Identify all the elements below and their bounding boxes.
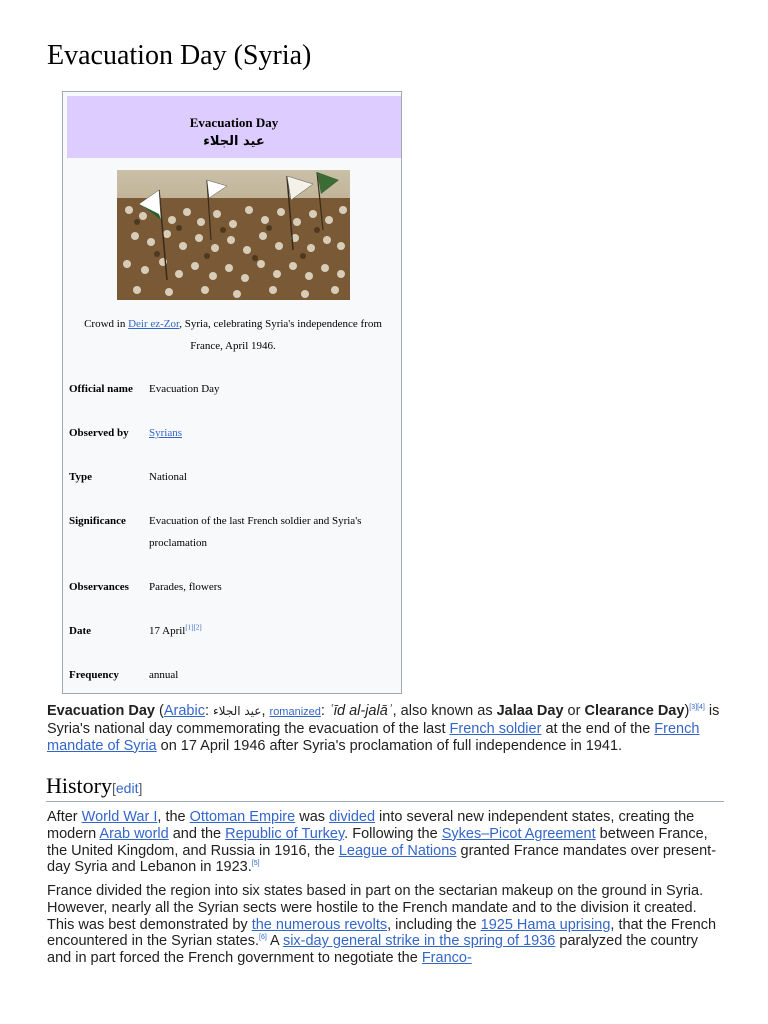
row-value: annual: [149, 669, 179, 681]
row-label: Date: [69, 625, 91, 637]
row-label: Observances: [69, 581, 129, 593]
citation-ref[interactable]: [3][4]: [689, 704, 705, 712]
row-value: 17 April: [149, 625, 186, 637]
citation-ref[interactable]: [5]: [251, 860, 260, 868]
infobox-caption: [71, 313, 395, 357]
row-label: Observed by: [69, 427, 129, 439]
infobox-arabic-name: عيد الجلاء: [203, 134, 265, 149]
text: on 17 April 1946 after Syria's proclamation of full independence in 1941.: [156, 737, 623, 754]
link-numerous-revolts[interactable]: the numerous revolts: [251, 916, 388, 933]
infobox-image[interactable]: [117, 170, 350, 300]
row-value: Evacuation Day: [149, 383, 220, 395]
text: . Following the: [344, 825, 442, 842]
link-syrians[interactable]: Syrians: [149, 427, 182, 439]
link-french-mandate[interactable]: French mandate of Syria: [47, 720, 700, 754]
lead-bold-title: Evacuation Day: [47, 703, 155, 719]
history-paragraph-2: [47, 883, 723, 967]
text: France divided the region into six states based in part on the sectarian makeup on the ground in Syria. However, nearly all the Syrian sects were hostile to the French mandate and to the division it created. This was best demonstrated by: [47, 883, 704, 933]
text: A: [266, 933, 283, 950]
lead-bold-clearance: Clearance Day: [584, 703, 685, 719]
text: (: [155, 703, 164, 719]
citation-ref[interactable]: [6]: [259, 934, 267, 942]
infobox-header: [67, 96, 401, 158]
infobox-name: Evacuation Day: [189, 115, 279, 130]
arabic-text: عيد الجلاء: [213, 704, 262, 718]
text: ): [684, 703, 690, 719]
link-1925-hama-uprising[interactable]: 1925 Hama uprising: [480, 916, 611, 933]
section-heading-history: [46, 773, 724, 802]
infobox: [62, 91, 402, 694]
link-league-of-nations[interactable]: League of Nations: [338, 842, 457, 859]
text: between France, the United Kingdom, and Russia in 1916, the: [47, 825, 708, 859]
crowd-photo: [117, 170, 350, 300]
text: and the: [168, 825, 226, 842]
edit-bracket: [: [112, 780, 116, 796]
link-deir-ez-zor[interactable]: Deir ez-Zor: [128, 318, 180, 330]
text: into several new independent states, creating the modern: [47, 809, 695, 842]
row-value: National: [149, 471, 187, 483]
text: , that the French encountered in the Syrian states.: [47, 916, 717, 950]
text: or: [563, 703, 585, 719]
text: paralyzed the country and in part forced the French government to negotiate the: [47, 933, 699, 967]
link-franco-syrian-treaty[interactable]: Franco-: [421, 950, 472, 967]
link-republic-of-turkey[interactable]: Republic of Turkey: [225, 825, 345, 842]
caption-text: , Syria, celebrating Syria's independence from France, April 1946.: [179, 318, 382, 352]
text: :: [204, 703, 214, 719]
row-label: Frequency: [69, 669, 119, 681]
text: :: [320, 703, 329, 719]
link-ottoman-empire[interactable]: Ottoman Empire: [189, 809, 296, 825]
row-label: Significance: [69, 515, 126, 527]
link-world-war-i[interactable]: World War I: [81, 809, 158, 825]
page-title: Evacuation Day (Syria): [47, 40, 312, 71]
edit-link[interactable]: edit: [115, 780, 139, 796]
row-label: Type: [69, 471, 93, 483]
citation-ref[interactable]: [1][2]: [185, 623, 202, 632]
row-label: Official name: [69, 383, 133, 395]
text: , including the: [387, 916, 481, 933]
text: ,: [261, 703, 270, 719]
link-french-soldier[interactable]: French soldier: [449, 720, 542, 737]
romanized-text: ʿīd al-jalāʾ: [328, 703, 393, 719]
link-romanized[interactable]: romanized: [269, 706, 321, 718]
row-value: Parades, flowers: [149, 581, 222, 593]
link-divided[interactable]: divided: [329, 809, 376, 825]
text: at the end of the: [541, 720, 655, 737]
history-paragraph-1: [47, 809, 723, 876]
link-arab-world[interactable]: Arab world: [99, 825, 169, 842]
link-arabic[interactable]: Arabic: [163, 703, 205, 719]
link-sykes-picot[interactable]: Sykes–Picot Agreement: [441, 825, 596, 842]
section-title: History: [46, 773, 112, 798]
lead-paragraph: [47, 703, 723, 754]
text: is Syria's national day commemorating the evacuation of the last: [47, 703, 720, 737]
text: was: [295, 809, 330, 825]
text: , the: [157, 809, 190, 825]
row-value: Evacuation of the last French soldier and Syria's proclamation: [149, 515, 362, 549]
caption-text: Crowd in: [84, 318, 129, 330]
link-general-strike-1936[interactable]: six-day general strike in the spring of 1936: [282, 933, 556, 950]
text: After: [47, 809, 82, 825]
edit-bracket: ]: [138, 780, 143, 796]
text: , also known as: [392, 703, 497, 719]
text: granted France mandates over present-day Syria and Lebanon in 1923.: [47, 842, 717, 876]
lead-bold-jalaa: Jalaa Day: [496, 703, 564, 719]
